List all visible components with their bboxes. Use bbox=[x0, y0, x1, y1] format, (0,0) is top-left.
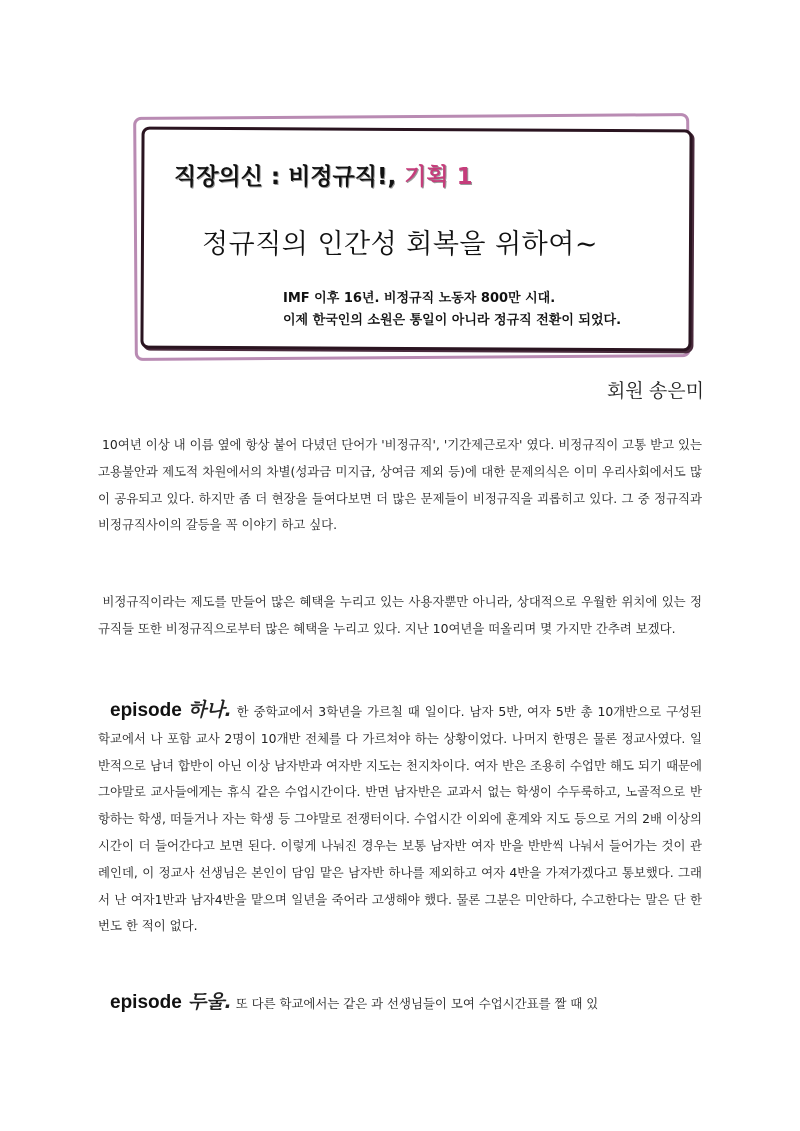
episode-1-text: 한 중학교에서 3학년을 가르칠 때 일이다. 남자 5반, 여자 5반 총 10개반으로 구성된 학교에서 나 포함 교사 2명이 10개반 전체를 다 가르쳐야 하는 상황이었다. 나머지 한명은 물론 정교사였다. 일반적으로 남녀 합반이 아닌 이상 남자반과 여자반 지도는 천지차이다. 여자 반은 조용히 수업만 해도 되기 때문에 그야말로 교사들에게는 휴식 같은 수업시간이다. 반면 남자반은 교과서 없는 학생이 수두룩하고, 노골적으로 반항하는 학생, 떠들거나 자는 학생 등 그야말로 전쟁터이다. 수업시간 이외에 훈계와 지도 등으로 거의 2배 이상의 시간이 더 들어간다고 보면 된다. 이렇게 나눠진 경우는 보통 남자반 여자 반을 반반씩 나눠서 들어가는 것이 관례인데, 이 정교사 선생님은 본인이 담임 맡은 남자반 하나를 제외하고 여자 4반을 가져가겠다고 통보했다. 그래서 난 여자1반과 남자4반을 맡으며 일년을 죽어라 고생해야 했다. 물론 그분은 미안하다, 수고한다는 말은 단 한번도 한 적이 없다. bbox=[98, 704, 702, 934]
episode-1-label: episode bbox=[110, 700, 182, 721]
author-byline: 회원 송은미 bbox=[606, 381, 704, 402]
paragraph-2 bbox=[98, 589, 702, 643]
article-headline: 정규직의 인간성 회복을 위하여~ bbox=[202, 229, 598, 260]
episode-2-text: 또 다른 학교에서는 같은 과 선생님들이 모여 수업시간표를 짤 때 있 bbox=[235, 996, 599, 1011]
paragraph-2-text: 비정규직이라는 제도를 만들어 많은 혜택을 누리고 있는 사용자뿐만 아니라, 상대적으로 우월한 위치에 있는 정규직들 또한 비정규직으로부터 많은 혜택을 누리고 있다. 지난 10여년을 떠올리며 몇 가지만 간추려 보겠다. bbox=[98, 594, 702, 636]
lead-line-2: 이제 한국인의 소원은 통일이 아니라 정규직 전환이 되었다. bbox=[283, 313, 622, 328]
series-part: 기획 1 bbox=[396, 164, 473, 190]
episode-1-number: 하나. bbox=[187, 699, 232, 721]
episode-2-label: episode bbox=[110, 992, 182, 1013]
series-title bbox=[174, 158, 473, 191]
lead-text bbox=[283, 288, 683, 332]
paragraph-1-text: 10여년 이상 내 이름 옆에 항상 붙어 다녔던 단어가 '비정규직', '기간제근로자' 였다. 비정규직이 고통 받고 있는 고용불안과 제도적 차원에서의 차별(성과금 미지급, 상여금 제외 등)에 대한 문제의식은 이미 우리사회에서도 많이 공유되고 있다. 하지만 좀 더 현장을 들여다보면 더 많은 문제들이 비정규직을 괴롭히고 있다. 그 중 정규직과 비정규직사이의 갈등을 꼭 이야기 하고 싶다. bbox=[98, 437, 702, 533]
series-title-text: 직장의신 : 비정규직!, bbox=[174, 164, 397, 190]
episode-1 bbox=[98, 697, 702, 940]
episode-2 bbox=[98, 989, 702, 1018]
paragraph-1 bbox=[98, 432, 702, 539]
lead-line-1: IMF 이후 16년. 비정규직 노동자 800만 시대. bbox=[283, 291, 556, 306]
episode-2-number: 두울. bbox=[187, 991, 232, 1013]
